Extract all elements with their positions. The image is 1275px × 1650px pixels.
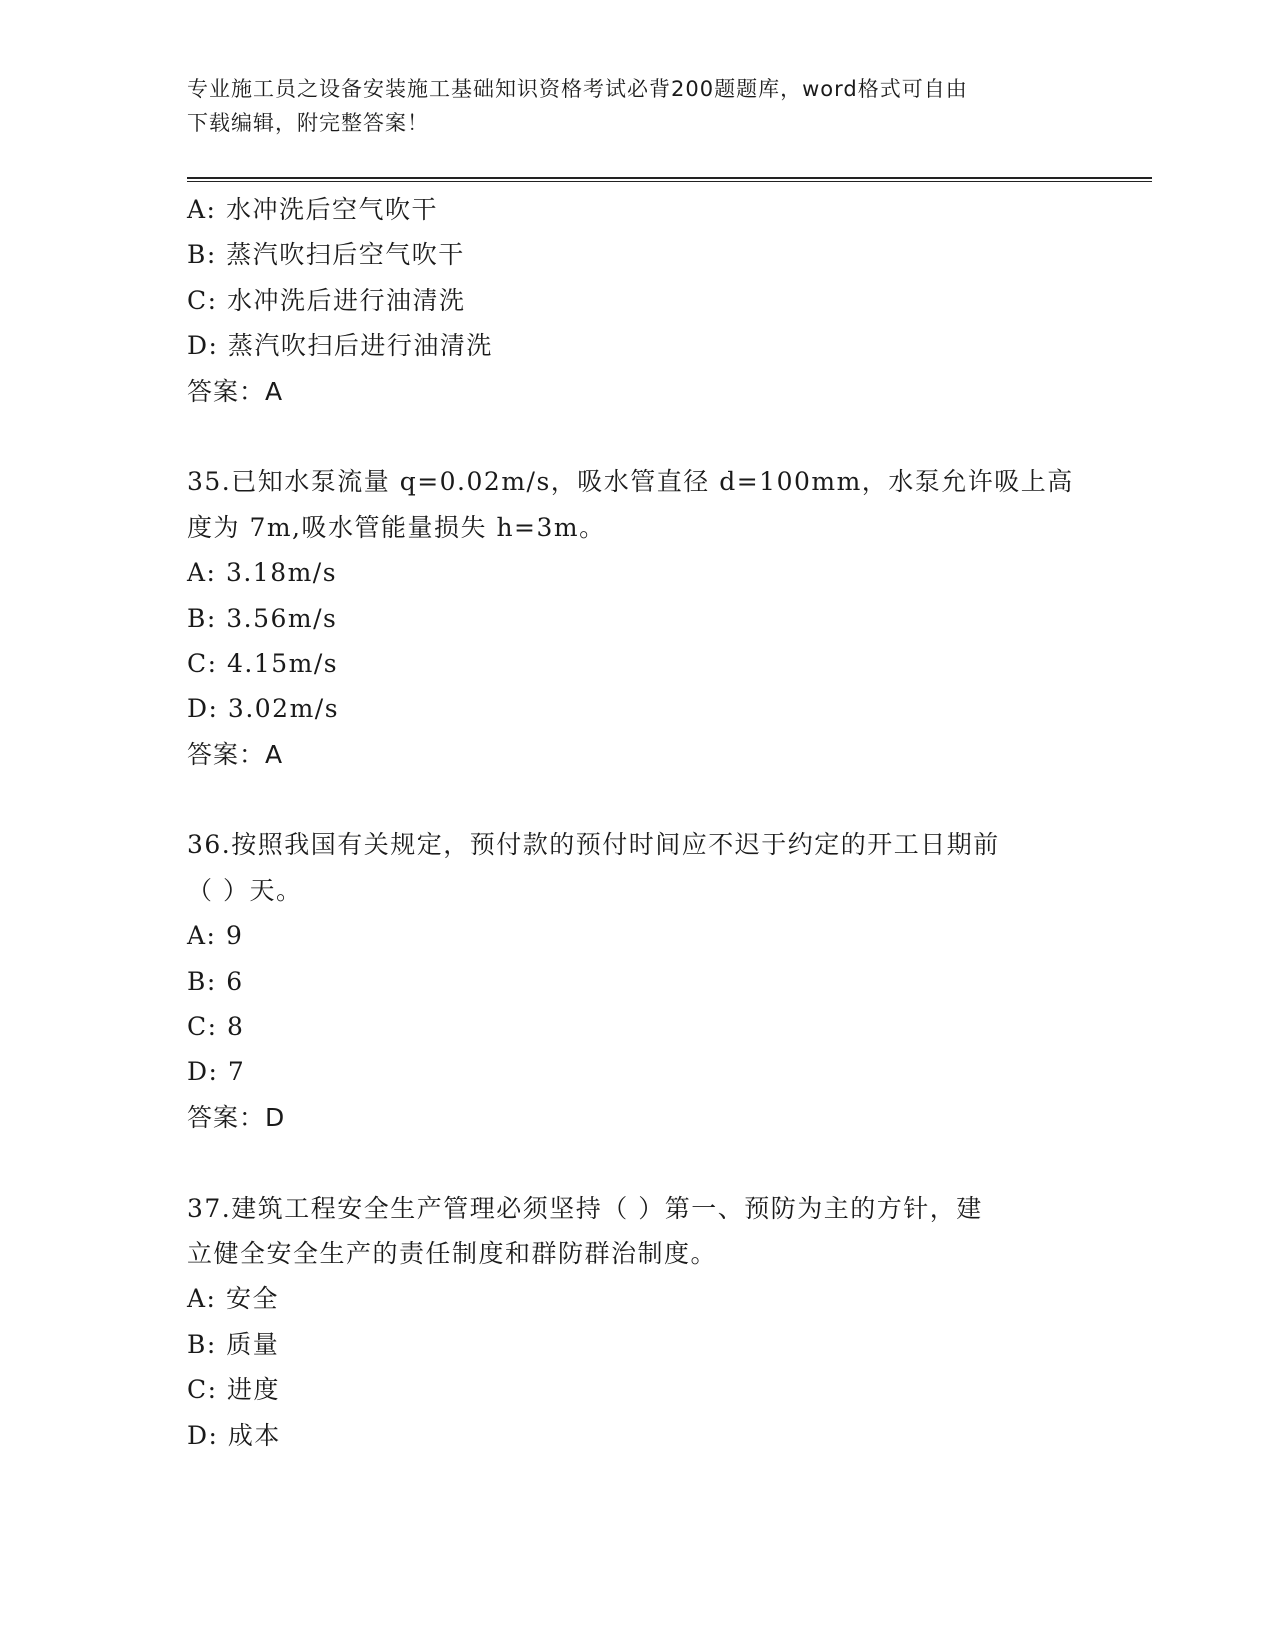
question-35 [187,459,1087,777]
option-a: A: 9 [187,921,244,951]
question-stem-line-2: 立健全安全生产的责任制度和群防群治制度。 [187,1238,718,1268]
option-b: B: 质量 [187,1329,280,1359]
option-b: B: 6 [187,966,244,996]
question-stem-line-1: 37.建筑工程安全生产管理必须坚持（ ）第一、预防为主的方针，建 [187,1193,983,1223]
question-stem-line-2: 度为 7m,吸水管能量损失 h=3m。 [187,512,606,542]
question-34 [187,187,1087,414]
spacer [187,1140,1087,1185]
answer-line: 答案：A [187,739,284,769]
option-c: C: 8 [187,1012,245,1042]
answer-line: 答案：D [187,1102,286,1132]
option-b: B: 蒸汽吹扫后空气吹干 [187,240,465,270]
question-37 [187,1186,1087,1458]
option-b: B: 3.56m/s [187,603,338,633]
header-divider-thick [187,177,1152,179]
option-c: C: 4.15m/s [187,648,339,678]
option-d: D: 蒸汽吹扫后进行油清洗 [187,331,493,361]
questions-body [187,187,1087,1458]
option-d: D: 3.02m/s [187,694,340,724]
spacer [187,414,1087,459]
option-a: A: 3.18m/s [187,558,338,588]
answer-line: 答案：A [187,376,284,406]
option-c: C: 进度 [187,1375,281,1405]
option-d: D: 成本 [187,1420,281,1450]
option-c: C: 水冲洗后进行油清洗 [187,285,466,315]
question-36 [187,822,1087,1140]
option-a: A: 安全 [187,1284,279,1314]
document-header [187,72,1067,140]
question-stem-line-1: 36.按照我国有关规定，预付款的预付时间应不迟于约定的开工日期前 [187,830,1000,860]
header-divider-thin [187,181,1152,182]
question-stem-line-2: （ ）天。 [187,875,303,905]
header-line-1: 专业施工员之设备安装施工基础知识资格考试必背200题题库，word格式可自由 [187,77,968,101]
option-d: D: 7 [187,1057,246,1087]
option-a: A: 水冲洗后空气吹干 [187,195,438,224]
question-stem-line-1: 35.已知水泵流量 q=0.02m/s，吸水管直径 d=100mm，水泵允许吸上高 [187,467,1074,497]
spacer [187,777,1087,822]
header-line-2: 下载编辑，附完整答案！ [187,111,429,135]
